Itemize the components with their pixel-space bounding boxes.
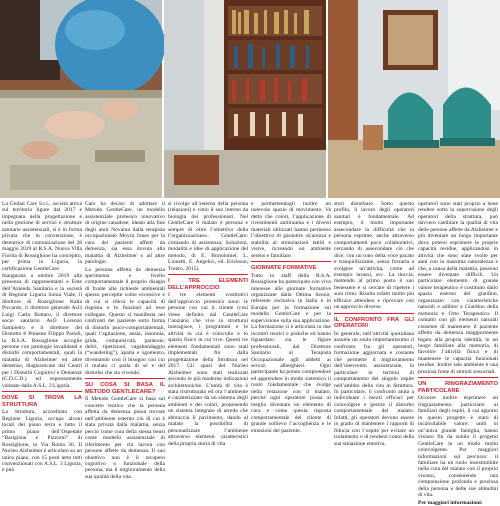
photo-library [164, 0, 326, 198]
col4-paragraph-1: e permettendogli inoltre un notevole spazio di movimento. Va detto che colori, l’applicazione di rivestimenti antitrauma e i diversi materiali utilizzati hanno permesso l’obiettivo di garantire sicurezza e stabilità al stimolazioni tattili e visive, ricreando un ambiente sereno e familiare. [251, 201, 331, 259]
col4-divider [251, 261, 331, 262]
col1-heading-location: DOVE SI TROVA LA STRUTTURA [2, 395, 82, 408]
column-4 [251, 201, 331, 500]
col5-divider [334, 313, 414, 314]
col5-paragraph-1: stori disturbare. Sotto questo profilo, il lavoro degli operatori sanitari è fondamentale. Ad esempio, il molto importante assecondare la difficoltà che la persona esprime, anche attraverso comportamenti poco collaborativi, cercando di assecondare ciò che dice, con un tono della voce pacato e tranquillizzante, senza forzarla a svolgere un’attività, come ad esempio lavarsi, ecc. La doccia, mettendo al primo posto il suo benessere e si cercare di ripetere i suoi ritmi. Risulta infatti molto più efficace attendere e riprovare con un approccio diverso. [334, 201, 414, 311]
column-1 [2, 201, 82, 500]
col4-heading-training: GIORNATE FORMATIVE [251, 265, 317, 272]
photo-library-image [164, 0, 326, 198]
col6-heading-thanks: UN RINGRAZIAMENTO PARTICOLARE [418, 381, 498, 394]
col3-paragraph-2: I tre elementi costitutivi dell’approccio protesico sono: le persone con cui il cliente (così viene definito dal GentleCare l’anziano che vive in struttura) interagisce, i programmi e le attività in cui è coinvolto e lo spazio fisico in cui vive. Questi tre elementi fondamentali sono stati implementati fin dalla progettazione della Struttura nel 2017. Gli spazi del Nucleo Alzheimer sono stati realizzati secondo le più moderne indicazioni architettoniche. L’unità di vita è stata ristrutturata ed ora l’ambiente è caratterizzato da un sistema degli ambienti e dei colori, proponendo un sistema integrato di arredo che abbraccia il pavimento, dando al malato la possibilità di personalizzare l’ambiente attraverso elementi caratteristici della propria storia di vita [168, 292, 248, 447]
photo-activity [0, 0, 162, 198]
col2-heading-method: SU COSA SI BASA IL METODO GENTLECARE? [85, 382, 165, 395]
col1-paragraph-2: Inaugurata a ottobre 2019 alla presenza di rappresentanti e Ente dell’Azienda Sanitaria e la società di Regione Liguria Sonia Viale, il direttore di Rossiglione Katia Piccardo, il direttore generale Asl3 Luigi Carlo Bottaro, il direttore socio sanitario Asl3 Lorenzo Sampietro e il direttore del Distretto 8 Ponente Filippo Parodi, la R.S.A. Rossiglione accoglie persone con patologie invalidanti e disturbi comportamentali, quali la malattia di Alzheimer ed altre demenze, diagnosticate dai Centri per i Disturbi Cognitivi e Demenze (C.D.C.D.) ed espressamente valutate dalla A.S.L. 3 Liguria. [2, 272, 82, 389]
col3-paragraph-1: si rivolge all’esterno della persona (relazioni) e vimo il suo interno da biologia dei professionisti. Nel GentleCare il malato è persona e sempre di oltre l’obiettivo della l’organizzazione». GentleCare: crimando di assistenza, Soluzioni, modalità e idee di applicazione del metodo, di E. Bortolomel, L. Lionetti, E. Angelici, ed. Erickson, Trento, 2015). [168, 201, 248, 272]
photo-activity-image [0, 0, 162, 198]
col6-divider [418, 377, 498, 378]
column-6 [418, 201, 498, 506]
col2-paragraph-2: La persona affetta da demenza sperimenta e livello comportamentale il proprio disagio di fronte alle richieste ambientali spesso percepite come eccessive e di cui si rileva le capacità di risposta e le funzioni ad esse collegate. Questo si manifesta nei confronti del paziente sotto forma di disturbi psico-comportamentali, quali l’agitazione, ansia, insonnia, grida, compulsività, paranoie, deliri, ripetizioni, vagabondaggio (“wandering”), apatia e sgomento, diventando così il bisogno con cui il malato ci parla di sé e del disturbo che sta vivendo. [85, 266, 165, 376]
col1-paragraph-3: La Struttura, accreditata con Regione Liguria, occupa alcuni locali del piano terra e tutto il primo piano dell’Ospedale “Barigione e Pizzorni” di Rossiglione, in Via Roma 36. Il Nucleo Alzheimer è articolato su un unico piano, con 15 posti letto tutti convenzionati con A.S.L. 3 Liguria, e può [2, 409, 82, 474]
col2-paragraph-1: Care ha deciso di adottare il Metodo GentleCare, un modello assistenziale protesico innovativo di origine canadese, ideato alla fine degli anni Novanta dalla terapista occupazionale Moyra Jones per la cura dei pazienti affetti da demenza, sia essa dovuta alla malattia di Alzheimer o ad altre patologie. [85, 201, 165, 266]
col3-heading-elements: I TRE ELEMENTI DELL’APPROCCIO [168, 277, 248, 291]
column-3 [168, 201, 248, 500]
column-5 [334, 201, 414, 500]
col2-divider [85, 378, 165, 379]
col5-heading-operators: IL CONFRONTO FRA GLI OPERATORI [334, 316, 414, 330]
col6-paragraph-1: operatori sono stati proprio a bene rendere sotto la supervisione degli operatori della struttura, può davvero cambiare la qualità di vita delle persone affette da Alzheimer e più diventare un luogo importante dove potersi esprimere le proprie capacità residue, applicandosi in attività che sono state svolte per anni con la massima naturalezza e che, a causa della malattia, possono essere diventate difficili. Un particolare elemento di grande valore terapeutico è costituito dallo spazio esterno del giardino, organizzato con caratteristiche naturali e adibito a Giardino della memoria e Orto Terapeutico. Il contatto con gli elementi naturali consente di mantenere il paziente affetto da demenza maggiormente legato alla propria identità, in un luogo familiare alla memoria, di favorire l’attività fisica e di mantenere le capacità funzionali residue. Inoltre tale ambiente è una preziosa fonte di stimoli sensoriali. [418, 201, 498, 375]
col5-paragraph-2: In generale, nell’attività quotidiana assume un ruolo importantissimo il confronto fra gli operatori, formazione aggiornata e costante che permette il miglioramento dell’intervento assistenziale, in particolare in termini di comportamento del singolo ospite nell’ambito della vita in Struttura. In particolare, il confronto aiuta a individuare i mezzi efficaci per coinvolgere e gestire il disturbo comportamentale del malato. Infatti, gli operatori devono essere in grado di mantenere i rapporti di fiducia con l’ospite per evitare un isolamento o di rendersi conto della sua situazione emotiva. [334, 330, 414, 447]
col3-divider [168, 274, 248, 275]
col1-paragraph-1: La Global Care S.r.l., società attiva sul territorio ligure dal 2017 e impegnata nella progettazione e nella gestione di servizi e strutture sanitarie assistenziali, si è in forma privata che in convenzione, è detentrice di comunicazione del 28 maggio 2019 al R.S.A. Nuova Villa Fiorita di Rossiglione ha concepito, per prima in Liguria, la certificazione GentleCare. [2, 201, 82, 272]
photo-lounge [328, 0, 500, 198]
col1-divider [2, 391, 82, 392]
col2-paragraph-3: Il Metodo GentleCare si basa sul concetto teorico che la persona affetta da demenza possa trovare nell’ambiente esterno ciò di cui è stata privata dalla malattia, senza perciò come cura della stessa bensì come modello assistenziale di riferimento per chi lavora con persone affette da demenza. Il suo obiettivo non è il recupero cognitivo o funzionale della persona, ma il miglioramento della sua qualità della vita. [85, 396, 165, 480]
col6-paragraph-2: Occorre inoltre esprimere un ringraziamento particolare ai familiari degli ospiti, il cui apporto in questo progetto è stato di incalcolabile valore: uniti in un’unica grande famiglia, hanno vissuto fin da subito il progetto GentleCare in un modo molto coinvolgente. Per maggiori informazioni sul percorso: il familiare ha un ruolo insostituibile nella cura del malato con il proprio vissuto, consentendo una comprensione profonda e preziosa della persona e delle sue abitudini di vita. [418, 395, 498, 499]
col4-paragraph-2: Tutto lo staff della R.S.A. Rossiglione ha partecipato con vivo interesse alle giornate formative organizzate dalla Ottima Senior, referente esclusiva in Italia e in Europa per la formazione sul modello GentleCare e per la supervisione sulla sua applicazione. La formazione si è articolata in due incontri teorici e pratiche ed hanno riguardato sia le figure professionali, dal Direttore Sanitario al Terapista Occupazionale agli addetti ai servizi alberghieri. Ogni partecipante ha potuto comprendere ed apprendere in modo sistemico il ruolo fondamentale che svolge nella relazione con il malato, perché ogni operatore possa al meglio diventare un elemento di cura e come questa risposta comportamentale del cliente di grande sollievo l’accoglienza e le emozioni del paziente. [251, 272, 331, 434]
col6-more-info: Per maggiori informazioni: [418, 499, 483, 506]
column-2 [85, 201, 165, 500]
photo-lounge-image [328, 0, 500, 198]
